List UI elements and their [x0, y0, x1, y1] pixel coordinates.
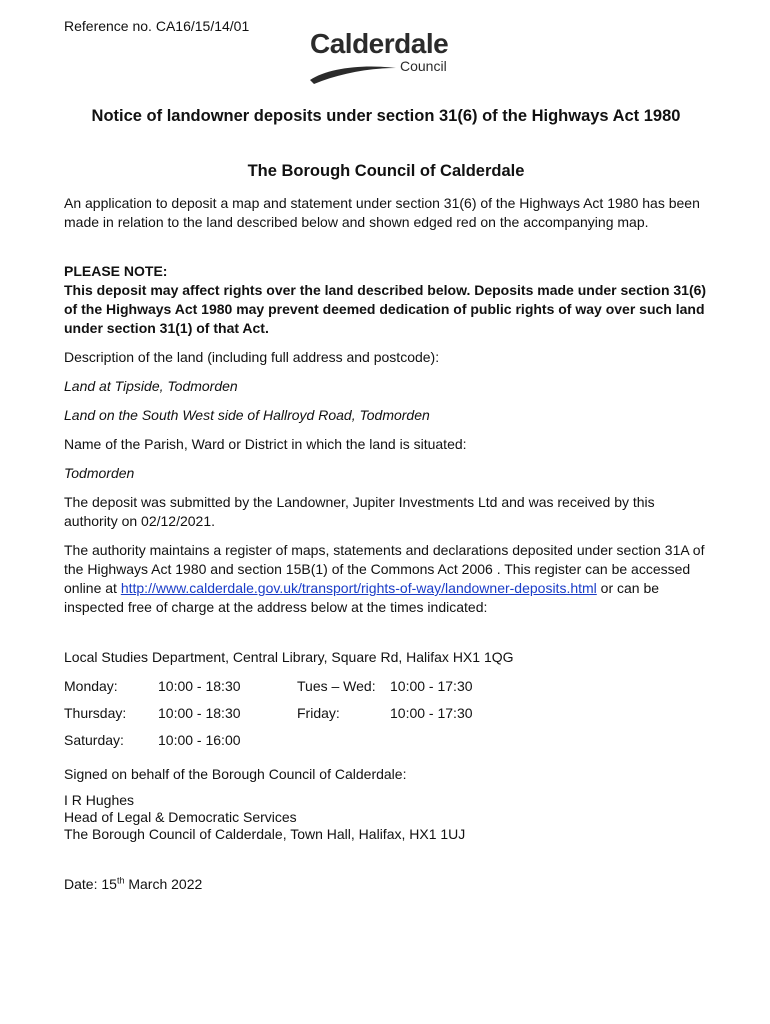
hours-monday-label: Monday: — [64, 678, 118, 694]
deposit-paragraph: The deposit was submitted by the Landowner, Jupiter Investments Ltd and was received by this authority on 02/12/2021. — [64, 494, 655, 529]
notice-date — [64, 875, 708, 894]
hours-friday-time: 10:00 - 17:30 — [390, 705, 473, 721]
hours-saturday-label: Saturday: — [64, 732, 124, 748]
note-heading: PLEASE NOTE: — [64, 263, 168, 279]
date-label: Date: 15 — [64, 876, 117, 892]
register-link[interactable]: http://www.calderdale.gov.uk/transport/rights-of-way/landowner-deposits.html — [120, 580, 597, 596]
parish-label: Name of the Parish, Ward or District in which the land is situated: — [64, 436, 467, 452]
signatory-address: The Borough Council of Calderdale, Town Hall, Halifax, HX1 1UJ — [64, 826, 466, 842]
council-heading: The Borough Council of Calderdale — [247, 162, 525, 180]
land-description-1: Land at Tipside, Todmorden — [64, 378, 238, 394]
hours-thursday-label: Thursday: — [64, 705, 127, 721]
signatory-name: I R Hughes — [64, 792, 135, 808]
hours-saturday-time: 10:00 - 16:00 — [158, 732, 241, 748]
intro-paragraph: An application to deposit a map and statement under section 31(6) of the Highways Act 1980 has been made in relation to the land described below and shown edged red on the accompanying map. — [64, 195, 700, 230]
hours-tues-wed-label: Tues – Wed: — [297, 678, 376, 694]
register-text-before: The authority maintains a register of maps, statements and declarations deposited under section 31A of the Highways Act 1980 and section 15B(1) of the Commons Act 2006 . This register can be accessed online at — [64, 542, 705, 596]
register-text-after: or can be inspected free of charge at the address below at the times indicated: — [64, 580, 660, 615]
hours-tues-wed-time: 10:00 - 17:30 — [390, 678, 473, 694]
parish-value: Todmorden — [64, 465, 135, 481]
notice-title: Notice of landowner deposits under section 31(6) of the Highways Act 1980 — [91, 107, 681, 125]
hours-monday-time: 10:00 - 18:30 — [158, 678, 241, 694]
signatory-role: Head of Legal & Democratic Services — [64, 809, 297, 825]
hours-thursday-time: 10:00 - 18:30 — [158, 705, 241, 721]
hours-friday-label: Friday: — [297, 705, 340, 721]
register-paragraph — [64, 541, 708, 617]
land-description-2: Land on the South West side of Hallroyd Road, Todmorden — [64, 407, 430, 423]
date-rest: March 2022 — [124, 876, 203, 892]
date-suffix: th — [116, 875, 125, 886]
land-description-label: Description of the land (including full address and postcode): — [64, 349, 440, 365]
logo-wordmark: Calderdale — [310, 28, 449, 59]
library-address: Local Studies Department, Central Library, Square Rd, Halifax HX1 1QG — [64, 649, 514, 665]
logo-subtitle: Council — [400, 58, 447, 74]
calderdale-council-logo — [308, 28, 468, 86]
logo-swoosh-icon — [308, 62, 408, 86]
signed-label: Signed on behalf of the Borough Council of Calderdale: — [64, 766, 407, 782]
reference-number: Reference no. CA16/15/14/01 — [64, 18, 250, 34]
note-text: This deposit may affect rights over the land described below. Deposits made under section 31(6) of the Highways Act 1980 may prevent deemed dedication of public rights of way over such land under section 31(1) of that Act. — [64, 282, 707, 336]
